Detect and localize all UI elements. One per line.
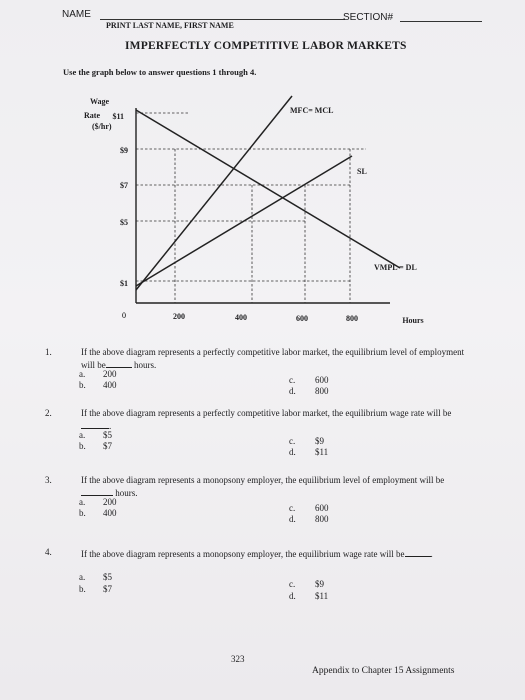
option-c-letter: c. [289, 375, 296, 385]
option-a-text: 200 [103, 369, 117, 379]
question-3 [45, 475, 485, 535]
option-c-text: $9 [315, 436, 324, 446]
question-4 [45, 547, 495, 607]
answer-blank [81, 419, 109, 429]
option-d-letter: d. [289, 591, 296, 601]
question-number: 3. [45, 475, 52, 485]
option-c-letter: c. [289, 579, 296, 589]
option-c-text: 600 [315, 503, 329, 513]
y-axis-label-line3: ($/hr) [92, 122, 112, 131]
y-axis-label-line2: Rate [84, 111, 100, 120]
y-tick-11: $11 [112, 112, 124, 121]
y-tick-5: $5 [120, 218, 128, 227]
answer-blank [81, 486, 113, 496]
y-tick-7: $7 [120, 181, 128, 190]
option-b-letter: b. [79, 380, 86, 390]
x-tick-400: 400 [235, 313, 247, 322]
option-c-letter: c. [289, 503, 296, 513]
option-d-text: $11 [315, 447, 329, 457]
section-label: SECTION# [343, 12, 394, 23]
option-d-letter: d. [289, 514, 296, 524]
graph-instruction: Use the graph below to answer questions 1 through 4. [63, 67, 257, 77]
option-d-text: 800 [315, 386, 329, 396]
question-2 [45, 408, 485, 468]
option-a-text: $5 [103, 572, 112, 582]
option-c-text: $9 [315, 579, 324, 589]
vmp-demand-curve [136, 110, 400, 268]
option-a-letter: a. [79, 430, 86, 440]
question-number: 4. [45, 547, 52, 557]
option-b-text: $7 [103, 584, 112, 594]
page-title: IMPERFECTLY COMPETITIVE LABOR MARKETS [125, 40, 407, 52]
y-tick-1: $1 [120, 279, 128, 288]
x-tick-200: 200 [173, 312, 185, 321]
option-d-text: 800 [315, 514, 329, 524]
vmp-label: VMPL = DL [374, 263, 417, 272]
question-stem: If the above diagram represents a perfectly competitive labor market, the equilibrium wage rate will be. [81, 408, 452, 431]
mfc-curve [136, 96, 292, 290]
question-number: 2. [45, 408, 52, 418]
name-instruction: PRINT LAST NAME, FIRST NAME [106, 21, 234, 30]
x-axis-label: Hours [402, 316, 424, 325]
option-b-text: 400 [103, 508, 117, 518]
supply-label: SL [357, 167, 367, 176]
x-tick-800: 800 [346, 314, 358, 323]
answer-blank [405, 547, 431, 557]
option-d-text: $11 [315, 591, 329, 601]
question-1 [45, 347, 485, 407]
option-d-letter: d. [289, 447, 296, 457]
option-c-text: 600 [315, 375, 329, 385]
option-a-text: 200 [103, 497, 117, 507]
option-c-letter: c. [289, 436, 296, 446]
option-b-letter: b. [79, 508, 86, 518]
option-b-text: 400 [103, 380, 117, 390]
question-number: 1. [45, 347, 52, 357]
option-a-text: $5 [103, 430, 112, 440]
x-tick-600: 600 [296, 314, 308, 323]
y-axis-label-line1: Wage [90, 97, 110, 106]
question-stem: If the above diagram represents a perfectly competitive labor market, the equilibrium level of employment will be hours. [81, 347, 465, 370]
origin-label: 0 [122, 311, 126, 320]
y-tick-9: $9 [120, 146, 128, 155]
question-stem: If the above diagram represents a monopsony employer, the equilibrium level of employment will be hours. [81, 475, 445, 498]
mfc-label: MFC= MCL [290, 106, 334, 115]
option-a-letter: a. [79, 369, 86, 379]
option-a-letter: a. [79, 572, 86, 582]
question-stem: If the above diagram represents a monopsony employer, the equilibrium wage rate will be . [81, 549, 433, 559]
page-number: 323 [231, 654, 245, 664]
option-b-letter: b. [79, 441, 86, 451]
option-b-text: $7 [103, 441, 112, 451]
appendix-label: Appendix to Chapter 15 Assignments [312, 666, 455, 676]
option-a-letter: a. [79, 497, 86, 507]
answer-blank [106, 358, 132, 368]
name-label: NAME [62, 9, 91, 20]
option-d-letter: d. [289, 386, 296, 396]
option-b-letter: b. [79, 584, 86, 594]
